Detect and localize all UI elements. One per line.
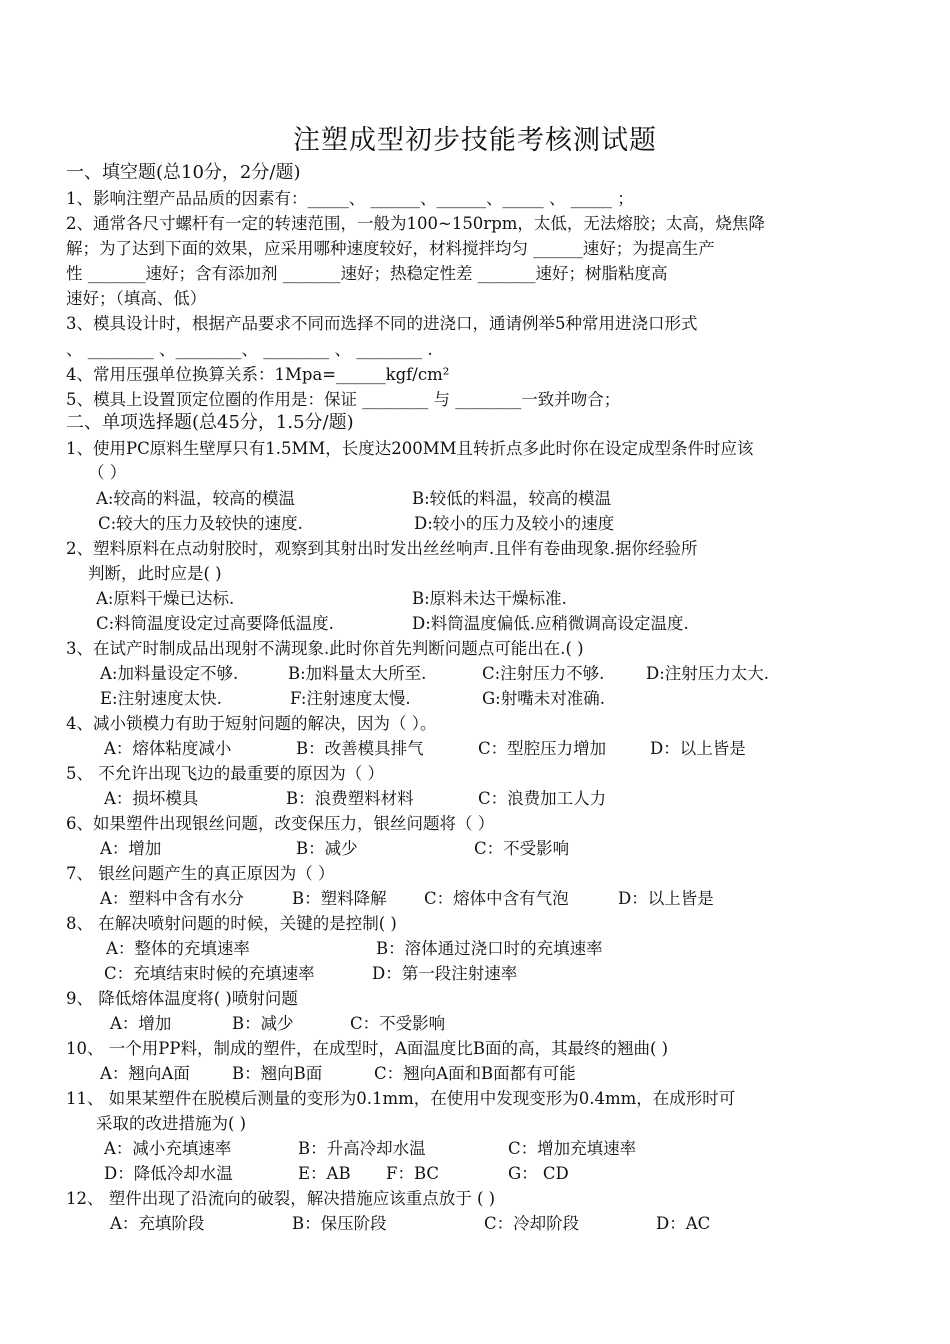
option-2-4-b: B：改善模具排气 (296, 739, 424, 758)
option-2-7-c: C：熔体中含有气泡 (424, 889, 569, 908)
question-2-11-line2: 采取的改进措施为( ) (96, 1114, 247, 1133)
section-heading-choice: 二、单项选择题(总45分，1.5分/题) (66, 412, 354, 433)
option-2-7-b: B：塑料降解 (292, 889, 387, 908)
option-2-4-d: D：以上皆是 (650, 739, 746, 758)
option-2-8-c: C：充填结束时候的充填速率 (104, 964, 315, 983)
option-2-12-a: A：充填阶段 (110, 1214, 205, 1233)
option-2-9-a: A：增加 (110, 1014, 172, 1033)
option-2-10-a: A：翘向A面 (100, 1064, 190, 1083)
option-2-4-a: A：熔体粘度减小 (104, 739, 232, 758)
option-2-10-c: C：翘向A面和B面都有可能 (374, 1064, 576, 1083)
question-1-5: 5、模具上设置顶定位圈的作用是：保证 ________ 与 ________一致并吻合； (66, 390, 621, 409)
question-1-4: 4、常用压强单位换算关系：1Mpa=______kgf/cm² (66, 365, 450, 384)
question-2-6: 6、如果塑件出现银丝问题，改变保压力，银丝问题将（ ） (66, 814, 495, 833)
question-1-2-line2: 解；为了达到下面的效果，应采用哪种速度较好，材料搅拌均匀 ______速好；为提高生产 (66, 239, 715, 258)
question-1-3-line2: 、 ________ 、________、 ________ 、 ________ . (66, 340, 433, 359)
option-2-9-b: B：减少 (232, 1014, 294, 1033)
option-2-2-d: D:料筒温度偏低.应稍微调高设定温度. (412, 614, 689, 633)
option-2-11-d: D：降低冷却水温 (104, 1164, 233, 1183)
option-2-7-a: A：塑料中含有水分 (100, 889, 244, 908)
option-2-6-c: C：不受影响 (474, 839, 570, 858)
page-title: 注塑成型初步技能考核测试题 (293, 125, 657, 156)
question-2-2-line1: 2、塑料原料在点动射胶时，观察到其射出时发出丝丝响声.且伴有卷曲现象.据你经验所 (66, 539, 698, 558)
question-2-12: 12、 塑件出现了沿流向的破裂，解决措施应该重点放于 ( ) (66, 1189, 496, 1208)
option-2-12-d: D：AC (656, 1214, 711, 1233)
option-2-10-b: B：翘向B面 (232, 1064, 323, 1083)
option-2-11-f: F：BC (386, 1164, 440, 1183)
option-2-5-b: B：浪费塑料材料 (286, 789, 414, 808)
question-2-2-line2: 判断，此时应是( ) (88, 564, 222, 583)
option-2-12-b: B：保压阶段 (292, 1214, 387, 1233)
option-2-1-d: D:较小的压力及较小的速度 (414, 514, 615, 533)
question-2-8: 8、 在解决喷射问题的时候，关键的是控制( ) (66, 914, 397, 933)
option-2-9-c: C：不受影响 (350, 1014, 446, 1033)
option-2-11-b: B：升高冷却水温 (298, 1139, 426, 1158)
option-2-3-g: G:射嘴未对准确. (482, 689, 605, 708)
question-2-9: 9、 降低熔体温度将( )喷射问题 (66, 989, 298, 1008)
option-2-11-a: A：减小充填速率 (104, 1139, 232, 1158)
question-2-11-line1: 11、 如果某塑件在脱模后测量的变形为0.1mm，在使用中发现变形为0.4mm，在成形时可 (66, 1089, 736, 1108)
question-1-2-line4: 速好；（填高、低） (66, 289, 207, 308)
question-1-3-line1: 3、模具设计时，根据产品要求不同而选择不同的进浇口，通请例举5种常用进浇口形式 (66, 314, 698, 333)
option-2-5-a: A：损坏模具 (104, 789, 199, 808)
option-2-12-c: C：冷却阶段 (484, 1214, 580, 1233)
option-2-2-b: B:原料未达干燥标准. (412, 589, 567, 608)
option-2-6-a: A：增加 (100, 839, 162, 858)
question-1-2-line3: 性 _______速好；含有添加剂 _______速好；热稳定性差 _______速好；树脂粘度高 (66, 264, 668, 283)
question-1-2-line1: 2、通常各尺寸螺杆有一定的转速范围，一般为100~150rpm，太低，无法熔胶；太高，烧焦降 (66, 214, 765, 233)
option-2-3-c: C:注射压力不够. (482, 664, 605, 683)
option-2-6-b: B：减少 (296, 839, 358, 858)
option-2-11-e: E：AB (298, 1164, 351, 1183)
option-2-3-a: A:加料量设定不够. (100, 664, 239, 683)
option-2-1-a: A:较高的料温，较高的模温 (96, 489, 295, 508)
option-2-5-c: C：浪费加工人力 (478, 789, 607, 808)
question-2-3: 3、在试产时制成品出现射不满现象.此时你首先判断问题点可能出在.( ) (66, 639, 584, 658)
option-2-3-f: F:注射速度太慢. (290, 689, 411, 708)
option-2-8-b: B：溶体通过浇口时的充填速率 (376, 939, 603, 958)
question-2-4: 4、减小锁模力有助于短射问题的解决，因为（ ）。 (66, 714, 437, 733)
question-2-7: 7、 银丝问题产生的真正原因为（ ） (66, 864, 335, 883)
option-2-3-d: D:注射压力太大. (646, 664, 770, 683)
question-2-1-line1: 1、使用PC原料生壁厚只有1.5MM，长度达200MM且转折点多此时你在设定成型条件时应该 (66, 439, 754, 458)
option-2-1-c: C:较大的压力及较快的速度. (98, 514, 303, 533)
option-2-3-e: E:注射速度太快. (100, 689, 222, 708)
option-2-8-a: A：整体的充填速率 (106, 939, 250, 958)
option-2-1-b: B:较低的料温，较高的模温 (412, 489, 612, 508)
option-2-11-g: G： CD (508, 1164, 569, 1183)
section-heading-fill-in: 一、填空题(总10分，2分/题) (66, 162, 301, 183)
option-2-8-d: D：第一段注射速率 (372, 964, 518, 983)
option-2-2-a: A:原料干燥已达标. (96, 589, 235, 608)
question-2-10: 10、 一个用PP料，制成的塑件，在成型时，A面温度比B面的高，其最终的翘曲( ) (66, 1039, 669, 1058)
question-2-1-line2: （ ） (88, 463, 127, 482)
option-2-11-c: C：增加充填速率 (508, 1139, 637, 1158)
question-1-1: 1、影响注塑产品品质的因素有：_____、 ______、______、_____ 、 _____ ； (66, 189, 634, 208)
option-2-3-b: B:加料量太大所至. (288, 664, 427, 683)
option-2-2-c: C:料筒温度设定过高要降低温度. (96, 614, 334, 633)
option-2-4-c: C：型腔压力增加 (478, 739, 607, 758)
option-2-7-d: D：以上皆是 (618, 889, 714, 908)
question-2-5: 5、 不允许出现飞边的最重要的原因为（ ） (66, 764, 384, 783)
